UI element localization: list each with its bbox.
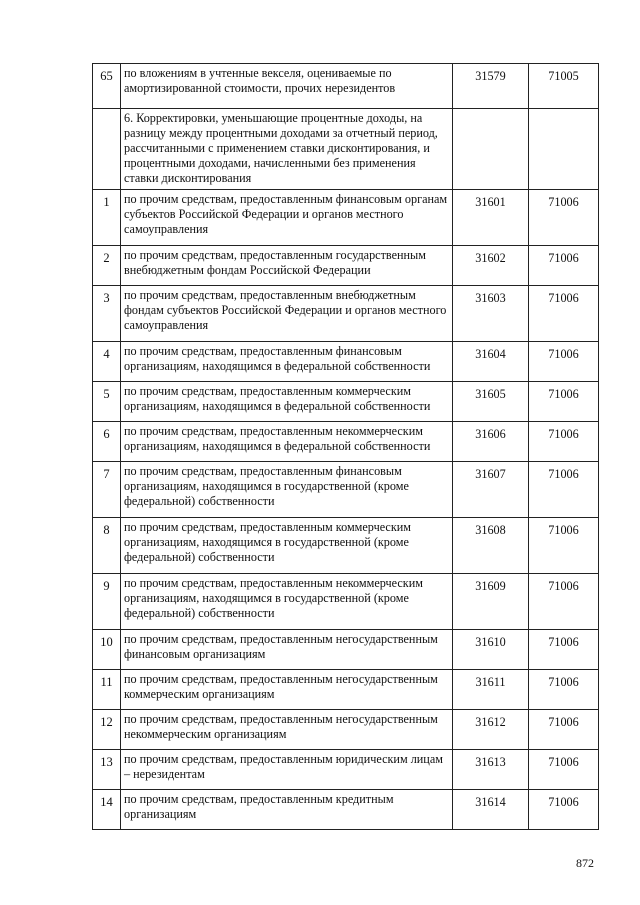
row-account-code-cell: 31607 bbox=[453, 462, 529, 518]
row-symbol-code-cell: 71006 bbox=[529, 750, 599, 790]
row-description-cell: по прочим средствам, предоставленным финансовым организациям, находящимся в государственной (кроме федеральной) собственности bbox=[121, 462, 453, 518]
row-account-code-cell: 31604 bbox=[453, 342, 529, 382]
table-row bbox=[93, 462, 599, 518]
row-account-code-cell: 31602 bbox=[453, 246, 529, 286]
row-description-cell: по прочим средствам, предоставленным некоммерческим организациям, находящимся в федеральной собственности bbox=[121, 422, 453, 462]
row-symbol-code-cell: 71006 bbox=[529, 246, 599, 286]
row-account-code-cell: 31611 bbox=[453, 670, 529, 710]
row-description-cell: по прочим средствам, предоставленным коммерческим организациям, находящимся в федеральной собственности bbox=[121, 382, 453, 422]
table-row bbox=[93, 246, 599, 286]
row-description-cell: по прочим средствам, предоставленным государственным внебюджетным фондам Российской Федерации bbox=[121, 246, 453, 286]
row-number-cell: 12 bbox=[93, 710, 121, 750]
row-description-cell: 6. Корректировки, уменьшающие процентные доходы, на разницу между процентными доходами за отчетный период, рассчитанными с применением ставки дисконтирования, и процентными доходами, начисленными без применения ставки дисконтирования bbox=[121, 109, 453, 190]
row-number-cell: 6 bbox=[93, 422, 121, 462]
table-row bbox=[93, 710, 599, 750]
row-number-cell: 10 bbox=[93, 630, 121, 670]
row-symbol-code-cell: 71006 bbox=[529, 790, 599, 830]
table-row bbox=[93, 630, 599, 670]
table-row bbox=[93, 286, 599, 342]
table-body bbox=[93, 64, 599, 830]
row-account-code-cell bbox=[453, 109, 529, 190]
row-symbol-code-cell: 71006 bbox=[529, 382, 599, 422]
row-account-code-cell: 31613 bbox=[453, 750, 529, 790]
row-account-code-cell: 31606 bbox=[453, 422, 529, 462]
table-row bbox=[93, 382, 599, 422]
row-number-cell: 7 bbox=[93, 462, 121, 518]
page-number: 872 bbox=[576, 856, 594, 870]
row-account-code-cell: 31579 bbox=[453, 64, 529, 109]
row-number-cell: 14 bbox=[93, 790, 121, 830]
row-description-cell: по прочим средствам, предоставленным финансовым органам субъектов Российской Федерации и органов местного самоуправления bbox=[121, 190, 453, 246]
accounts-table bbox=[92, 63, 599, 830]
row-number-cell: 9 bbox=[93, 574, 121, 630]
row-account-code-cell: 31601 bbox=[453, 190, 529, 246]
row-symbol-code-cell: 71006 bbox=[529, 710, 599, 750]
row-account-code-cell: 31609 bbox=[453, 574, 529, 630]
table-row bbox=[93, 790, 599, 830]
table-row bbox=[93, 518, 599, 574]
row-number-cell: 5 bbox=[93, 382, 121, 422]
row-symbol-code-cell: 71006 bbox=[529, 630, 599, 670]
row-symbol-code-cell: 71006 bbox=[529, 422, 599, 462]
row-description-cell: по прочим средствам, предоставленным кредитным организациям bbox=[121, 790, 453, 830]
row-number-cell: 3 bbox=[93, 286, 121, 342]
row-symbol-code-cell: 71006 bbox=[529, 462, 599, 518]
row-symbol-code-cell: 71006 bbox=[529, 518, 599, 574]
row-description-cell: по прочим средствам, предоставленным некоммерческим организациям, находящимся в государственной (кроме федеральной) собственности bbox=[121, 574, 453, 630]
row-symbol-code-cell: 71006 bbox=[529, 342, 599, 382]
row-number-cell bbox=[93, 109, 121, 190]
row-symbol-code-cell: 71005 bbox=[529, 64, 599, 109]
table-row bbox=[93, 109, 599, 190]
table-row bbox=[93, 422, 599, 462]
row-description-cell: по прочим средствам, предоставленным негосударственным коммерческим организациям bbox=[121, 670, 453, 710]
table-row bbox=[93, 342, 599, 382]
row-account-code-cell: 31610 bbox=[453, 630, 529, 670]
row-description-cell: по вложениям в учтенные векселя, оцениваемые по амортизированной стоимости, прочих нерезидентов bbox=[121, 64, 453, 109]
row-description-cell: по прочим средствам, предоставленным юридическим лицам – нерезидентам bbox=[121, 750, 453, 790]
table-row bbox=[93, 750, 599, 790]
table-row bbox=[93, 64, 599, 109]
row-description-cell: по прочим средствам, предоставленным негосударственным финансовым организациям bbox=[121, 630, 453, 670]
table-row bbox=[93, 670, 599, 710]
row-account-code-cell: 31612 bbox=[453, 710, 529, 750]
row-account-code-cell: 31605 bbox=[453, 382, 529, 422]
row-symbol-code-cell: 71006 bbox=[529, 190, 599, 246]
table-row bbox=[93, 574, 599, 630]
row-account-code-cell: 31614 bbox=[453, 790, 529, 830]
table-row bbox=[93, 190, 599, 246]
row-number-cell: 1 bbox=[93, 190, 121, 246]
row-description-cell: по прочим средствам, предоставленным внебюджетным фондам субъектов Российской Федерации и органов местного самоуправления bbox=[121, 286, 453, 342]
row-number-cell: 2 bbox=[93, 246, 121, 286]
row-number-cell: 65 bbox=[93, 64, 121, 109]
row-description-cell: по прочим средствам, предоставленным финансовым организациям, находящимся в федеральной собственности bbox=[121, 342, 453, 382]
row-number-cell: 13 bbox=[93, 750, 121, 790]
row-description-cell: по прочим средствам, предоставленным коммерческим организациям, находящимся в государственной (кроме федеральной) собственности bbox=[121, 518, 453, 574]
row-symbol-code-cell: 71006 bbox=[529, 574, 599, 630]
row-description-cell: по прочим средствам, предоставленным негосударственным некоммерческим организациям bbox=[121, 710, 453, 750]
row-account-code-cell: 31603 bbox=[453, 286, 529, 342]
row-number-cell: 4 bbox=[93, 342, 121, 382]
row-number-cell: 11 bbox=[93, 670, 121, 710]
row-number-cell: 8 bbox=[93, 518, 121, 574]
row-symbol-code-cell: 71006 bbox=[529, 670, 599, 710]
row-symbol-code-cell: 71006 bbox=[529, 286, 599, 342]
row-account-code-cell: 31608 bbox=[453, 518, 529, 574]
row-symbol-code-cell bbox=[529, 109, 599, 190]
